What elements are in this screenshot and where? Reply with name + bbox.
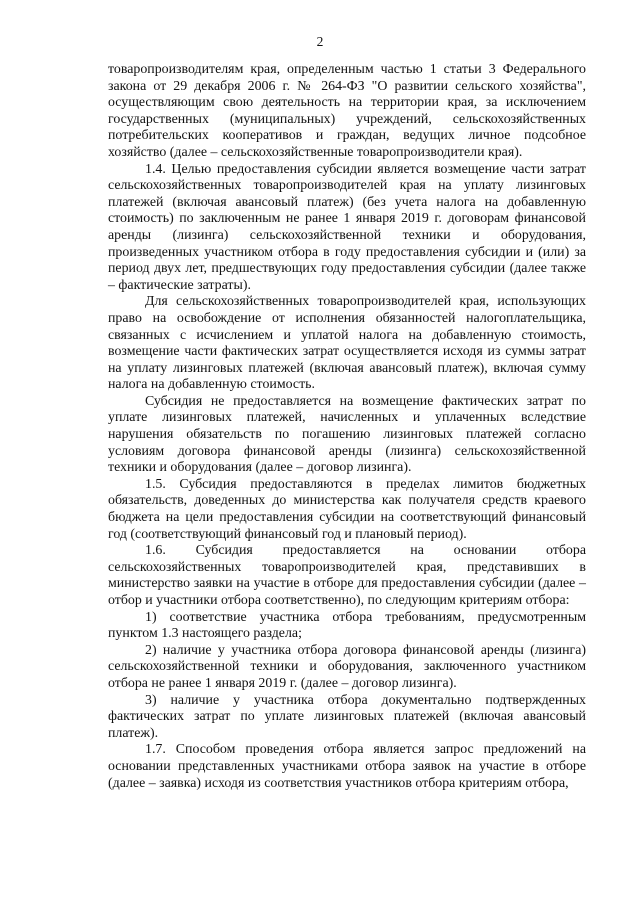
document-body — [108, 62, 586, 792]
paragraph: 1.4. Целью предоставления субсидии является возмещение части затрат сельскохозяйственных товаропроизводителей края на уплату лизинговых платежей (включая авансовый платеж) (без учета налога на добавленную стоимость) по заключенным не ранее 1 января 2019 г. договорам финансовой аренды (лизинга) сельскохозяйственной техники и оборудования, произведенных участником отбора в году предоставления субсидии и (или) за период двух лет, предшествующих году предоставления субсидии (далее также – фактические затраты). — [108, 161, 586, 293]
paragraph: товаропроизводителям края, определенным частью 1 статьи 3 Федерального закона от 29 декабря 2006 г. № 264-ФЗ "О развитии сельского хозяйства", осуществляющим свою деятельность на территории края, за исключением государственных (муниципальных) учреждений, сельскохозяйственных потребительских кооперативов и граждан, ведущих личное подсобное хозяйство (далее – сельскохозяйственные товаропроизводители края). — [108, 62, 586, 160]
paragraph: Субсидия не предоставляется на возмещение фактических затрат по уплате лизинговых платежей, начисленных и уплаченных вследствие нарушения обязательств по погашению лизинговых платежей согласно условиям договора финансовой аренды (лизинга) сельскохозяйственной техники и оборудования (далее – договор лизинга). — [108, 393, 586, 476]
paragraph: 1.6. Субсидия предоставляется на основании отбора сельскохозяйственных товаропроизводителей края, представивших в министерство заявки на участие в отборе для предоставления субсидии (далее – отбор и участники отбора соответственно), по следующим критериям отбора: — [108, 543, 586, 608]
paragraph: Для сельскохозяйственных товаропроизводителей края, использующих право на освобождение от исполнения обязанностей налогоплательщика, связанных с исчислением и уплатой налога на добавленную стоимость, возмещение части фактических затрат осуществляется исходя из суммы затрат на уплату лизинговых платежей (включая авансовый платеж), включая сумму налога на добавленную стоимость. — [108, 294, 586, 393]
paragraph: 1.7. Способом проведения отбора является запрос предложений на основании представленных участниками отбора заявок на участие в отборе (далее – заявка) исходя из соответствия участников отбора критериям отбора, — [108, 742, 586, 791]
paragraph: 1.5. Субсидия предоставляются в пределах лимитов бюджетных обязательств, доведенных до министерства как получателя средств краевого бюджета на цели предоставления субсидии на соответствующий финансовый год (соответствующий финансовый год и плановый период). — [108, 476, 586, 542]
list-item: 3) наличие у участника отбора документально подтвержденных фактических затрат по уплате лизинговых платежей (включая авансовый платеж). — [108, 692, 586, 741]
list-item: 1) соответствие участника отбора требованиям, предусмотренным пунктом 1.3 настоящего раздела; — [108, 609, 586, 642]
list-item: 2) наличие у участника отбора договора финансовой аренды (лизинга) сельскохозяйственной техники и оборудования, заключенного участником отбора не ранее 1 января 2019 г. (далее – договор лизинга). — [108, 642, 586, 691]
page-number: 2 — [316, 34, 324, 49]
